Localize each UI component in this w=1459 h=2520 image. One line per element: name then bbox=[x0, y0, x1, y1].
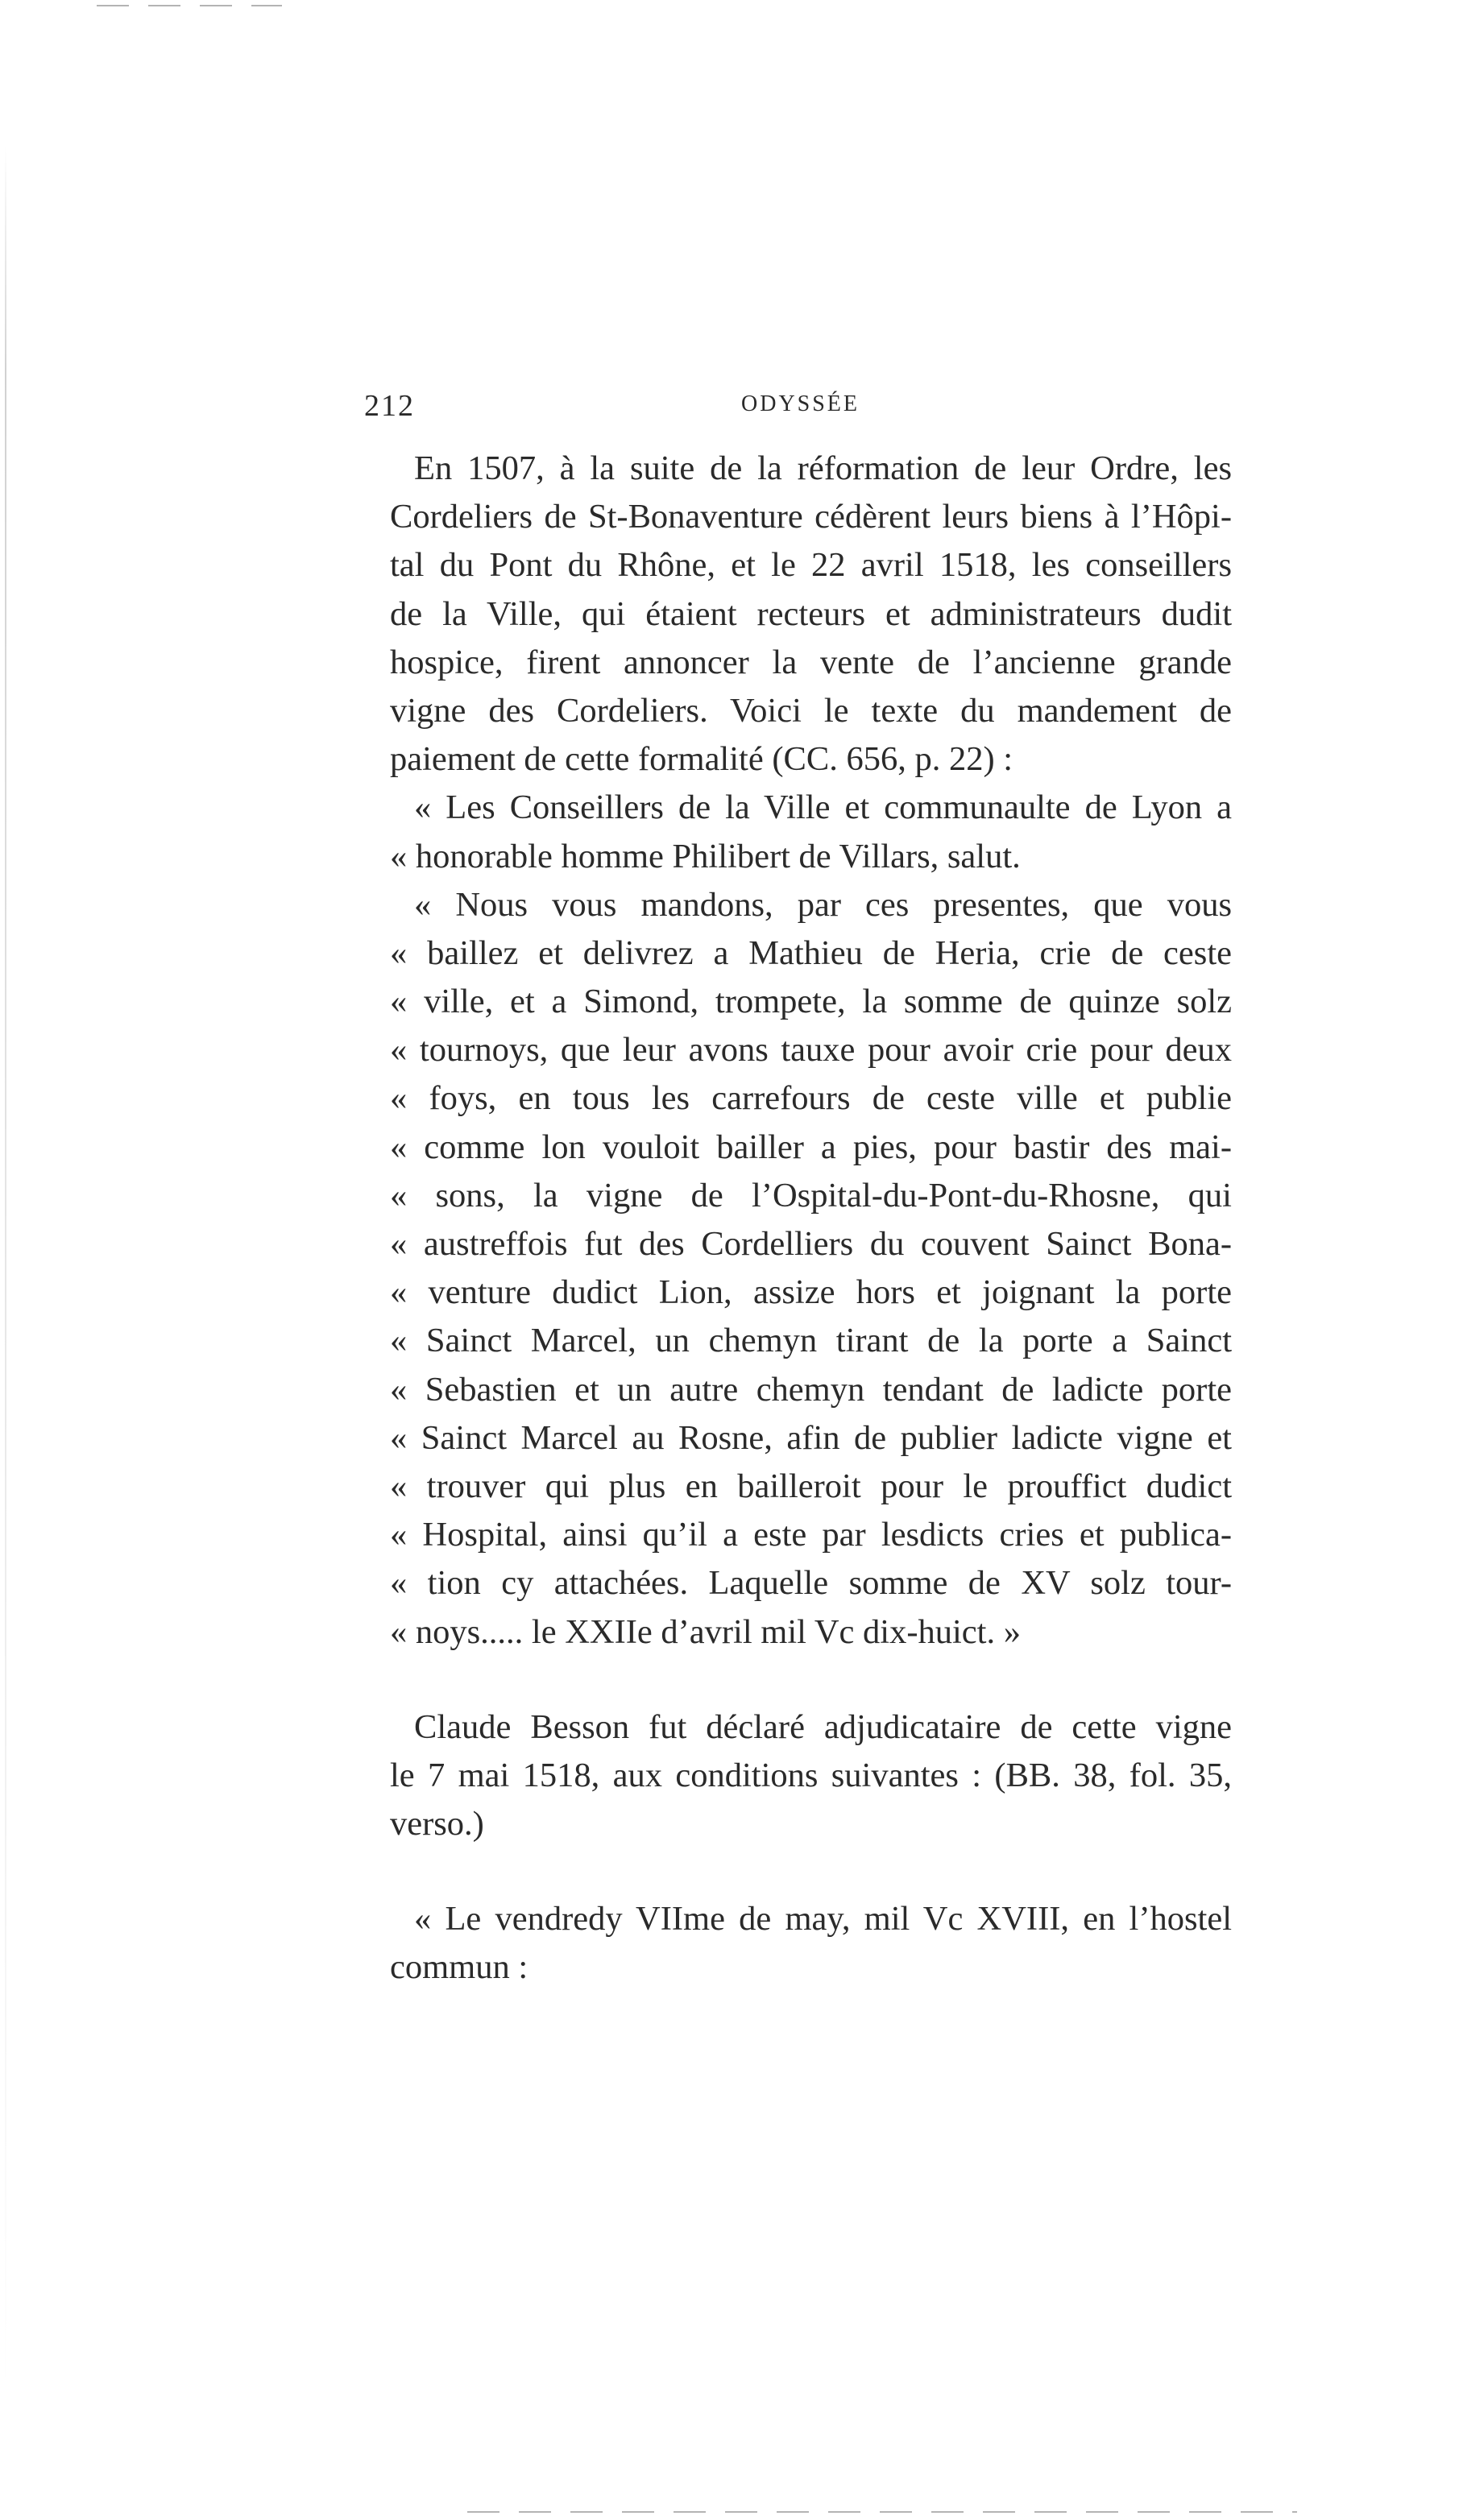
text-line: « Les Conseillers de la Ville et communaulte de Lyon a bbox=[414, 788, 1232, 827]
paragraph-gap bbox=[390, 1657, 1232, 1703]
text-line: commun : bbox=[390, 1948, 528, 1987]
text-line: « tournoys, que leur avons tauxe pour avoir crie pour deux bbox=[390, 1031, 1232, 1070]
text-line: « Le vendredy VIIme de may, mil Vc XVIII, en l’hostel bbox=[414, 1900, 1232, 1939]
text-line: « noys..... le XXIIe d’avril mil Vc dix-huict. » bbox=[390, 1612, 1021, 1651]
text-line: « Nous vous mandons, par ces presentes, que vous bbox=[414, 885, 1232, 924]
paragraph-2 bbox=[390, 1703, 1232, 1849]
text-line: « Hospital, ainsi qu’il a este par lesdicts cries et publica- bbox=[390, 1516, 1232, 1554]
text-line: Cordeliers de St-Bonaventure cédèrent leurs biens à l’Hôpi- bbox=[390, 498, 1232, 536]
page-header bbox=[364, 388, 1234, 437]
bottom-edge-mark bbox=[467, 2511, 1297, 2513]
text-line: « trouver qui plus en bailleroit pour le prouffict dudict bbox=[390, 1467, 1232, 1505]
text-line: « comme lon vouloit bailler a pies, pour bastir des mai- bbox=[390, 1128, 1232, 1166]
page-number: 212 bbox=[364, 389, 415, 423]
quote-mandate bbox=[390, 881, 1232, 1657]
text-line: « Sainct Marcel, un chemyn tirant de la porte a Sainct bbox=[390, 1322, 1232, 1360]
paragraph-gap bbox=[390, 1848, 1232, 1895]
text-line: « Sebastien et un autre chemyn tendant de ladicte porte bbox=[390, 1370, 1232, 1409]
body-text bbox=[390, 445, 1232, 1992]
text-line: « baillez et delivrez a Mathieu de Heria, crie de ceste bbox=[390, 933, 1232, 972]
text-line: tal du Pont du Rhône, et le 22 avril 1518, les conseillers bbox=[390, 546, 1232, 585]
text-line: « venture dudict Lion, assize hors et joignant la porte bbox=[390, 1273, 1232, 1312]
text-line: « honorable homme Philibert de Villars, salut. bbox=[390, 837, 1021, 875]
text-line: En 1507, à la suite de la réformation de leur Ordre, les bbox=[414, 449, 1232, 487]
text-line: de la Ville, qui étaient recteurs et administrateurs dudit bbox=[390, 594, 1232, 633]
text-line: Claude Besson fut déclaré adjudicataire de cette vigne bbox=[414, 1707, 1232, 1746]
text-line: « austreffois fut des Cordelliers du couvent Sainct Bona- bbox=[390, 1225, 1232, 1263]
text-line: « sons, la vigne de l’Ospital-du-Pont-du-Rhosne, qui bbox=[390, 1176, 1232, 1214]
text-line: « foys, en tous les carrefours de ceste ville et publie bbox=[390, 1079, 1232, 1118]
text-line: verso.) bbox=[390, 1805, 484, 1843]
top-edge-mark bbox=[97, 5, 282, 6]
text-line: « Sainct Marcel au Rosne, afin de publier ladicte vigne et bbox=[390, 1418, 1232, 1457]
text-line: hospice, firent annoncer la vente de l’ancienne grande bbox=[390, 643, 1232, 681]
running-title: ODYSSÉE bbox=[741, 391, 860, 416]
text-line: « ville, et a Simond, trompete, la somme de quinze solz bbox=[390, 983, 1232, 1021]
text-line: vigne des Cordeliers. Voici le texte du mandement de bbox=[390, 691, 1232, 730]
quote-salutation bbox=[390, 784, 1232, 880]
paragraph-3 bbox=[390, 1895, 1232, 1992]
text-line: « tion cy attachées. Laquelle somme de XV solz tour- bbox=[390, 1564, 1232, 1603]
text-line: le 7 mai 1518, aux conditions suivantes : (BB. 38, fol. 35, bbox=[390, 1756, 1232, 1794]
paragraph-1 bbox=[390, 445, 1232, 784]
text-line: paiement de cette formalité (CC. 656, p. 22) : bbox=[390, 740, 1013, 779]
page-left-edge bbox=[5, 145, 6, 2400]
